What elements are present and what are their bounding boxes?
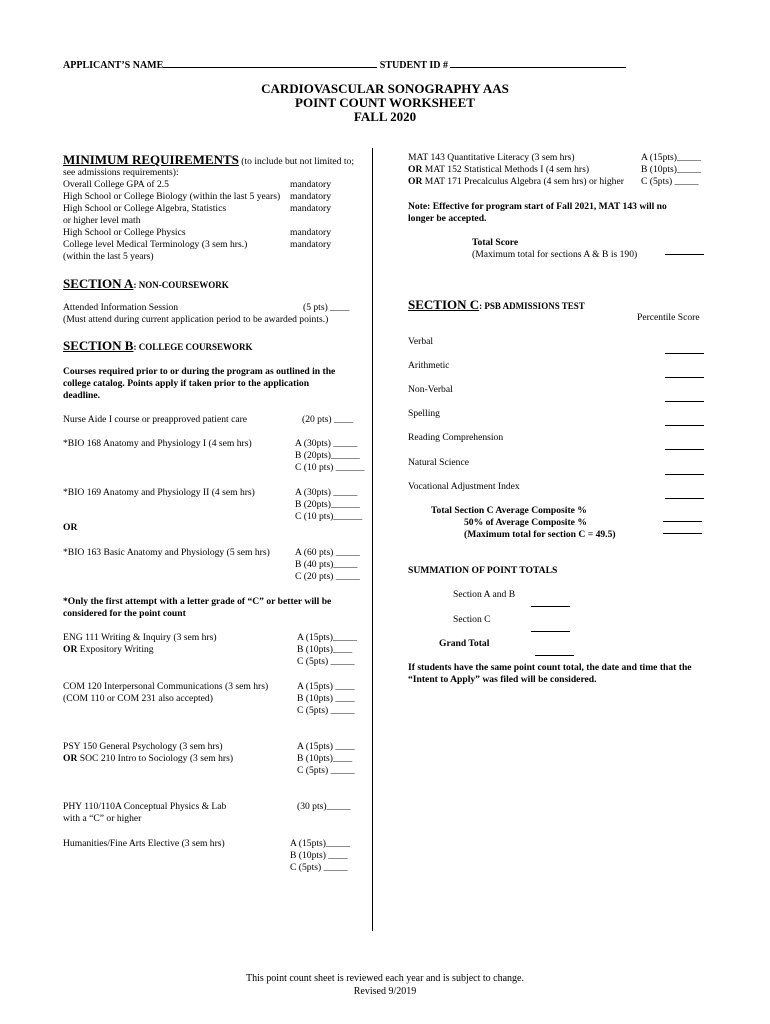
first-attempt-note <box>63 596 331 620</box>
grade-b: B (20pts)______ <box>295 499 360 510</box>
grade-b: B (10pts) ____ <box>290 850 348 861</box>
section-c-totals <box>431 505 616 541</box>
minimum-list-labels <box>63 179 280 263</box>
grade-b: B (40 pts)_____ <box>295 559 358 570</box>
grade-a: A (15pts) ____ <box>297 741 355 752</box>
min-status: mandatory <box>290 227 332 238</box>
bio169-points[interactable] <box>295 487 362 523</box>
blank-line <box>531 606 570 607</box>
psy150-label: PSY 150 General Psychology (3 sem hrs) <box>63 741 223 752</box>
minimum-list-status <box>290 179 331 251</box>
grade-a: A (30pts) _____ <box>295 438 358 449</box>
total-score-note: (Maximum total for sections A & B is 190) <box>472 249 638 260</box>
grade-c: C (10 pts) ______ <box>295 462 365 473</box>
percentile-score-header: Percentile Score <box>637 312 700 323</box>
verbal-score[interactable] <box>665 346 704 358</box>
test-verbal: Verbal <box>408 336 434 347</box>
mat152-text: MAT 152 Statistical Methods I (4 sem hrs) <box>422 164 590 175</box>
min-item-physics: High School or College Physics <box>63 227 186 238</box>
applicant-name-line <box>163 66 377 68</box>
grade-c: C (5pts) _____ <box>297 656 355 667</box>
intro-line: Courses required prior to or during the program as outlined in the <box>63 366 336 377</box>
title-line-2: POINT COUNT WORKSHEET <box>295 95 475 110</box>
bio163-points[interactable] <box>295 547 360 583</box>
blank-line <box>665 353 704 354</box>
grade-a: A (15pts)_____ <box>641 152 701 163</box>
test-reading: Reading Comprehension <box>408 432 504 443</box>
section-a-heading <box>63 276 229 293</box>
grade-a: A (15pts)_____ <box>290 838 350 849</box>
section-b-subtitle: : COLLEGE COURSEWORK <box>133 342 253 352</box>
mat152-label <box>408 164 624 176</box>
nurse-aide-label: Nurse Aide I course or preapproved patient care <box>63 414 248 425</box>
or-label: OR <box>63 753 78 764</box>
grade-a: A (30pts) _____ <box>295 487 358 498</box>
minimum-heading-note: (to include but not limited to; <box>241 156 354 167</box>
mat171-label <box>408 176 624 188</box>
tie-break-note <box>408 662 692 686</box>
student-id-line <box>450 66 626 68</box>
grade-a: A (60 pts) _____ <box>295 547 360 558</box>
math-points[interactable] <box>641 152 701 188</box>
minimum-heading-text: MINIMUM REQUIREMENTS <box>63 152 239 167</box>
grand-total-line[interactable] <box>535 648 574 660</box>
blank-line <box>535 655 574 656</box>
min-item-gpa: Overall College GPA of 2.5 <box>63 179 169 190</box>
bio163-label: *BIO 163 Basic Anatomy and Physiology (5 sem hrs) <box>63 547 270 558</box>
grade-b: B (10pts)____ <box>297 753 353 764</box>
blank-line <box>665 401 704 402</box>
note-line: *Only the first attempt with a letter grade of “C” or better will be <box>63 596 332 607</box>
or-label: OR <box>408 176 423 187</box>
blank-line <box>665 377 704 378</box>
psy-points[interactable] <box>297 741 355 777</box>
grade-c: C (5pts) _____ <box>641 176 699 187</box>
total-composite-line[interactable] <box>663 514 702 526</box>
min-item-math: or higher level math <box>63 215 141 226</box>
com-alt-label: (COM 110 or COM 231 also accepted) <box>63 693 213 704</box>
document-title <box>0 82 770 124</box>
half-composite-line[interactable] <box>663 526 702 538</box>
min-item-algebra: High School or College Algebra, Statistics <box>63 203 227 214</box>
math-options <box>408 152 624 188</box>
section-c-total-label: Section C <box>453 614 491 625</box>
test-spelling: Spelling <box>408 408 440 419</box>
footer-line-1: This point count sheet is reviewed each year and is subject to change. <box>246 973 524 984</box>
grade-a: A (15pts)_____ <box>297 632 357 643</box>
section-a-title: SECTION A <box>63 276 134 291</box>
blank-line <box>665 449 704 450</box>
psy-alt-text: SOC 210 Intro to Sociology (3 sem hrs) <box>77 753 234 764</box>
footer <box>0 972 770 998</box>
intro-line: deadline. <box>63 390 101 401</box>
section-ab-label: Section A and B <box>453 589 516 600</box>
min-item-biology: High School or College Biology (within the last 5 years) <box>63 191 281 202</box>
section-b-title: SECTION B <box>63 338 134 353</box>
max-c-label: (Maximum total for section C = 49.5) <box>464 529 616 540</box>
grade-a: A (15pts) ____ <box>297 681 355 692</box>
phy-note: with a “C” or higher <box>63 813 142 824</box>
com-points[interactable] <box>297 681 355 717</box>
title-line-3: FALL 2020 <box>353 109 417 124</box>
blank-line <box>663 521 702 522</box>
note-line: longer be accepted. <box>408 213 487 224</box>
psy-alt-label <box>63 753 233 765</box>
grade-b: B (10pts)____ <box>297 644 353 655</box>
nurse-aide-points[interactable]: (20 pts) ____ <box>302 414 354 425</box>
min-status: mandatory <box>290 203 332 214</box>
eng-alt-text: Expository Writing <box>77 644 154 655</box>
or-label: OR <box>408 164 423 175</box>
blank-line <box>665 254 704 255</box>
section-c-total-line[interactable] <box>531 624 570 636</box>
test-arithmetic: Arithmetic <box>408 360 450 371</box>
grade-c: C (20 pts) _____ <box>295 571 360 582</box>
bio168-points[interactable] <box>295 438 365 474</box>
test-natural-science: Natural Science <box>408 457 469 468</box>
test-non-verbal: Non-Verbal <box>408 384 453 395</box>
section-c-subtitle: : PSB ADMISSIONS TEST <box>479 301 585 311</box>
min-item-within: (within the last 5 years) <box>63 251 154 262</box>
footer-line-2: Revised 9/2019 <box>353 986 417 997</box>
total-composite-label: Total Section C Average Composite % <box>431 505 587 516</box>
vocational-score[interactable] <box>665 491 704 503</box>
or-label: OR <box>63 644 78 655</box>
blank-line <box>663 533 702 534</box>
phy-points[interactable]: (30 pts)_____ <box>297 801 351 812</box>
mat143-label: MAT 143 Quantitative Literacy (3 sem hrs) <box>408 152 575 163</box>
section-ab-line[interactable] <box>531 599 570 611</box>
min-status: mandatory <box>290 191 332 202</box>
section-c-title: SECTION C <box>408 297 480 312</box>
bio168-label: *BIO 168 Anatomy and Physiology I (4 sem hrs) <box>63 438 252 449</box>
mat171-text: MAT 171 Precalculus Algebra (4 sem hrs) or higher <box>422 176 624 187</box>
blank-line <box>665 498 704 499</box>
blank-line <box>665 474 704 475</box>
section-b-intro <box>63 366 335 402</box>
section-c-heading <box>408 297 585 314</box>
spelling-score[interactable] <box>665 418 704 430</box>
min-status: mandatory <box>290 239 332 250</box>
grand-total-label: Grand Total <box>439 638 490 649</box>
humanities-label: Humanities/Fine Arts Elective (3 sem hrs) <box>63 838 225 849</box>
phy110-label: PHY 110/110A Conceptual Physics & Lab <box>63 801 227 812</box>
grade-b: B (10pts)_____ <box>641 164 701 175</box>
note-line: considered for the point count <box>63 608 186 619</box>
com120-label: COM 120 Interpersonal Communications (3 sem hrs) <box>63 681 269 692</box>
min-status: mandatory <box>290 179 332 190</box>
total-score-line[interactable] <box>665 247 704 259</box>
applicant-name-label: APPLICANT’S NAME <box>63 60 164 71</box>
min-item-med-term: College level Medical Terminology (3 sem hrs.) <box>63 239 248 250</box>
arithmetic-score[interactable] <box>665 370 704 382</box>
grade-b: B (10pts) ____ <box>297 693 355 704</box>
minimum-note: see admissions requirements): <box>63 167 179 178</box>
eng-points[interactable] <box>297 632 357 668</box>
blank-line <box>531 631 570 632</box>
total-score-label: Total Score <box>472 237 519 248</box>
humanities-points[interactable] <box>290 838 350 874</box>
section-a-subtitle: : NON-COURSEWORK <box>133 280 229 290</box>
com-label <box>63 681 268 705</box>
eng111-label: ENG 111 Writing & Inquiry (3 sem hrs) <box>63 632 217 643</box>
note-line: If students have the same point count total, the date and time that the <box>408 662 692 673</box>
natural-science-score[interactable] <box>665 467 704 479</box>
test-vocational: Vocational Adjustment Index <box>408 481 520 492</box>
grade-c: C (5pts) _____ <box>297 705 355 716</box>
psy-label <box>63 741 233 765</box>
note-line: Note: Effective for program start of Fall 2021, MAT 143 will no <box>408 201 667 212</box>
phy-label <box>63 801 226 825</box>
eng-alt-label <box>63 644 217 656</box>
info-session-note: (Must attend during current application period to be awarded points.) <box>63 314 329 325</box>
title-line-1: CARDIOVASCULAR SONOGRAPHY AAS <box>261 81 509 96</box>
column-divider <box>372 148 373 931</box>
math-note <box>408 201 667 225</box>
eng-label <box>63 632 217 656</box>
note-line: “Intent to Apply” was filed will be considered. <box>408 674 597 685</box>
student-id-label: STUDENT ID # <box>379 60 448 71</box>
info-session-points[interactable]: (5 pts) ____ <box>303 302 350 313</box>
grade-c: C (5pts) _____ <box>297 765 355 776</box>
min-status <box>290 215 331 227</box>
grade-b: B (20pts)______ <box>295 450 360 461</box>
section-b-heading <box>63 338 252 355</box>
summation-heading: SUMMATION OF POINT TOTALS <box>408 565 558 576</box>
applicant-name-field[interactable] <box>63 59 626 72</box>
reading-score[interactable] <box>665 442 704 454</box>
intro-line: college catalog. Points apply if taken prior to the application <box>63 378 310 389</box>
non-verbal-score[interactable] <box>665 394 704 406</box>
blank-line <box>665 425 704 426</box>
info-session-label: Attended Information Session <box>63 302 179 313</box>
half-composite-label: 50% of Average Composite % <box>464 517 587 528</box>
grade-c: C (10 pts)______ <box>295 511 363 522</box>
bio169-label: *BIO 169 Anatomy and Physiology II (4 sem hrs) <box>63 487 255 498</box>
or-label: OR <box>63 522 78 533</box>
grade-c: C (5pts) _____ <box>290 862 348 873</box>
